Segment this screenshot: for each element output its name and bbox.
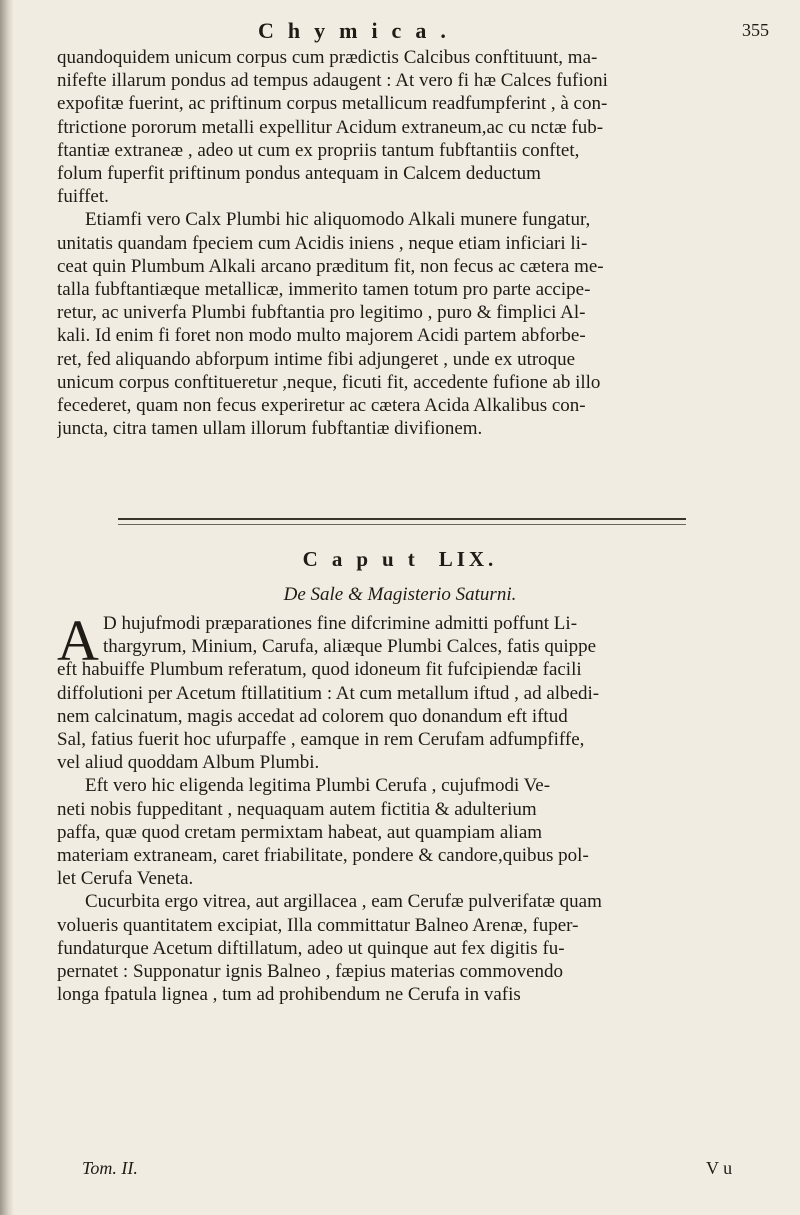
text-line: paffa, quæ quod cretam permixtam habeat, aut quampiam aliam xyxy=(57,821,543,843)
text-line: vel aliud quoddam Album Plumbi. xyxy=(57,752,320,774)
paragraph-5 xyxy=(57,890,773,1006)
text-line: kali. Id enim fi foret non modo multo majorem Acidi partem abforbe- xyxy=(57,325,586,347)
chapter-subtitle: De Sale & Magisterio Saturni. xyxy=(283,584,517,605)
text-line: nifefte illarum pondus ad tempus adaugent : At vero fi hæ Calces fufioni xyxy=(57,70,608,92)
drop-cap: A xyxy=(57,608,99,673)
chapter-divider-rule xyxy=(118,518,686,525)
text-line: quandoquidem unicum corpus cum prædictis Calcibus conftituunt, ma- xyxy=(57,47,598,68)
page-gutter-shadow xyxy=(0,0,14,1215)
text-line: folum fuperfit priftinum pondus antequam in Calcem deductum xyxy=(57,163,541,185)
chapter-heading-word: Caput xyxy=(302,547,429,571)
text-line: juncta, citra tamen ullam illorum fubftantiæ divifionem. xyxy=(57,418,483,440)
text-line: unicum corpus conftitueretur ,neque, ficuti fit, accedente fufione ab illo xyxy=(57,371,601,393)
paragraph-4 xyxy=(57,774,773,890)
text-line: longa fpatula lignea , tum ad prohibendum ne Cerufa in vafis xyxy=(57,984,521,1006)
paragraph-2 xyxy=(57,208,773,440)
text-line: fecederet, quam non fecus experiretur ac cætera Acida Alkalibus con- xyxy=(57,395,586,417)
text-line: pernatet : Supponatur ignis Balneo , fæpius materias commovendo xyxy=(57,961,564,983)
text-line: eft habuiffe Plumbum referatum, quod idoneum fit fufcipiendæ facili xyxy=(57,659,582,681)
text-line: Sal, fatius fuerit hoc ufurpaffe , eamque in rem Cerufam adfumpfiffe, xyxy=(57,729,585,751)
volume-mark: Tom. II. xyxy=(82,1158,138,1178)
text-line: expofitæ fuerint, ac priftinum corpus metallicum readfumpferint , à con- xyxy=(57,93,608,115)
text-line: unitatis quandam fpeciem cum Acidis iniens , neque etiam inficiari li- xyxy=(57,232,588,254)
page-number: 355 xyxy=(742,20,769,40)
paragraph-1 xyxy=(57,46,773,208)
text-line: nem calcinatum, magis accedat ad colorem quo donandum eft iftud xyxy=(57,705,568,727)
page-footer xyxy=(0,1158,800,1188)
text-line: let Cerufa Veneta. xyxy=(57,868,194,890)
text-line: ftantiæ extraneæ , adeo ut cum ex propriis tantum fubftantiis conftet, xyxy=(57,139,580,161)
text-line: Eft vero hic eligenda legitima Plumbi Cerufa , cujufmodi Ve- xyxy=(85,775,551,797)
chapter-heading xyxy=(0,547,800,572)
text-line: fuiffet. xyxy=(57,186,109,208)
text-line: volueris quantitatem excipiat, Illa committatur Balneo Arenæ, fuper- xyxy=(57,914,579,936)
signature-mark: V u xyxy=(706,1158,733,1178)
text-line: diffolutioni per Acetum ftillatitium : At cum metallum iftud , ad albedi- xyxy=(57,682,600,704)
text-line: materiam extraneam, caret friabilitate, pondere & candore,quibus pol- xyxy=(57,845,589,867)
text-line: ret, fed aliquando abforpum intime fibi adjungeret , unde ex utroque xyxy=(57,348,576,370)
running-head: Chymica. xyxy=(258,18,460,43)
text-line: neti nobis fuppeditant , nequaquam autem fictitia & adulterium xyxy=(57,798,537,820)
text-line: ceat quin Plumbum Alkali arcano præditum fit, non fecus ac cætera me- xyxy=(57,255,604,277)
running-header xyxy=(0,18,800,48)
text-line: Cucurbita ergo vitrea, aut argillacea , eam Cerufæ pulverifatæ quam xyxy=(85,891,602,913)
text-block-top xyxy=(57,46,773,440)
text-line: ftrictione pororum metalli expellitur Acidum extraneum,ac cu nctæ fub- xyxy=(57,116,604,138)
text-line: Etiamfi vero Calx Plumbi hic aliquomodo Alkali munere fungatur, xyxy=(85,209,591,231)
chapter-heading-number: LIX. xyxy=(438,547,498,571)
text-line: D hujufmodi præparationes fine difcrimine admitti poffunt Li- xyxy=(103,613,578,634)
text-block-bottom xyxy=(57,608,773,1006)
text-line: talla fubftantiæque metallicæ, immerito tamen totum pro parte accipe- xyxy=(57,279,591,301)
text-line: retur, ac univerfa Plumbi fubftantia pro legitimo , puro & fimplici Al- xyxy=(57,302,586,324)
text-line: thargyrum, Minium, Carufa, aliæque Plumbi Calces, fatis quippe xyxy=(103,636,597,658)
text-line: fundaturque Acetum diftillatum, adeo ut quinque aut fex digitis fu- xyxy=(57,937,565,959)
paragraph-3 xyxy=(57,608,773,774)
